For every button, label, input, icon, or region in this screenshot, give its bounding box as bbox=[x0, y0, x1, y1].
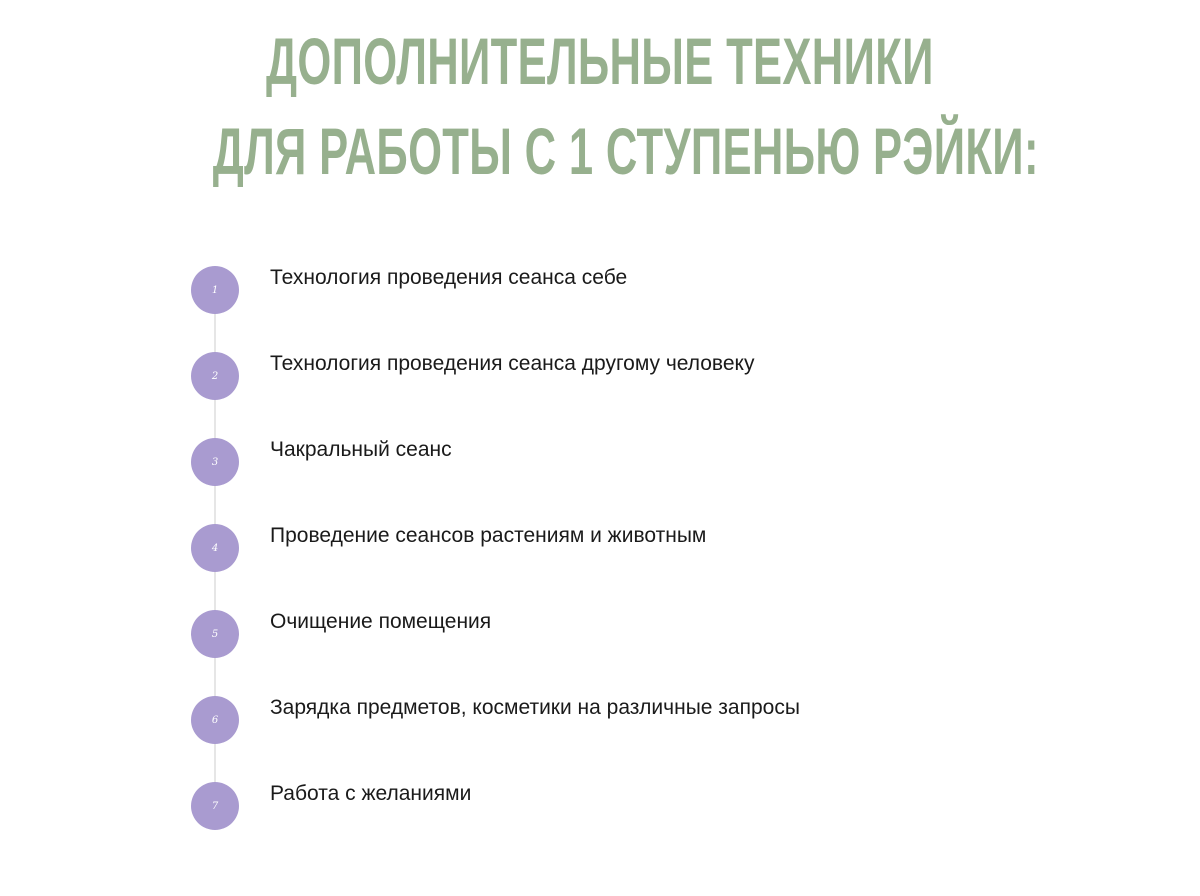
step-label: Очищение помещения bbox=[270, 610, 492, 633]
step-number-badge: 5 bbox=[191, 610, 239, 658]
page-title-line-2 bbox=[0, 114, 1200, 188]
page-title-line-2-text: ДЛЯ РАБОТЫ С 1 СТУПЕНЬЮ РЭЙКИ: bbox=[212, 114, 1039, 188]
step-number-badge: 3 bbox=[191, 438, 239, 486]
timeline-step-2 bbox=[0, 352, 1200, 402]
step-number-badge: 6 bbox=[191, 696, 239, 744]
step-label: Технология проведения сеанса другому человеку bbox=[270, 352, 755, 375]
page-title-line-1-text: ДОПОЛНИТЕЛЬНЫЕ ТЕХНИКИ bbox=[266, 24, 934, 98]
step-label: Проведение сеансов растениям и животным bbox=[270, 524, 707, 547]
step-label: Технология проведения сеанса себе bbox=[270, 266, 628, 289]
timeline-step-3 bbox=[0, 438, 1200, 488]
step-number-badge: 2 bbox=[191, 352, 239, 400]
timeline-step-4 bbox=[0, 524, 1200, 574]
timeline-step-7 bbox=[0, 782, 1200, 832]
step-number-badge: 7 bbox=[191, 782, 239, 830]
step-label: Работа с желаниями bbox=[270, 782, 472, 805]
step-label: Чакральный сеанс bbox=[270, 438, 452, 461]
step-number-badge: 1 bbox=[191, 266, 239, 314]
timeline-step-5 bbox=[0, 610, 1200, 660]
page-title-line-1 bbox=[0, 24, 1200, 98]
timeline-step-1 bbox=[0, 266, 1200, 316]
step-number-badge: 4 bbox=[191, 524, 239, 572]
timeline-step-6 bbox=[0, 696, 1200, 746]
step-label: Зарядка предметов, косметики на различные запросы bbox=[270, 696, 800, 719]
